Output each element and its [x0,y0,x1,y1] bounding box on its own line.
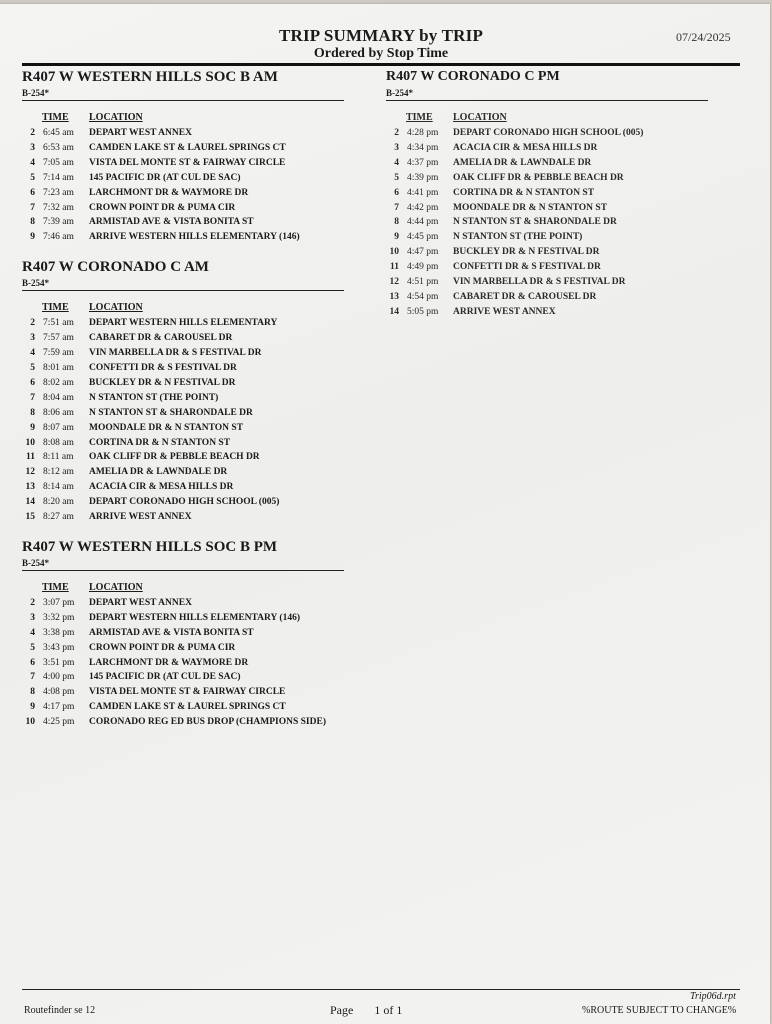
stop-number: 4 [394,157,399,168]
stop-location: N STANTON ST (THE POINT) [89,392,219,403]
stop-number: 13 [25,482,35,493]
trip-divider [22,290,344,291]
stop-location: DEPART WESTERN HILLS ELEMENTARY (146) [89,612,301,623]
trip-title: R407 W WESTERN HILLS SOC B AM [22,69,278,85]
stop-row [386,260,716,275]
stop-time: 8:01 am [43,362,74,373]
stop-time: 3:43 pm [43,642,75,653]
stop-row [22,480,352,495]
stop-row [22,715,352,730]
stop-time-cell [35,215,89,230]
stop-location: ARRIVE WESTERN HILLS ELEMENTARY (146) [89,232,300,243]
stop-location: CONFETTI DR & S FESTIVAL DR [89,362,237,373]
stop-time: 7:05 am [43,157,74,168]
stop-row [386,126,716,141]
stop-number: 4 [30,348,35,359]
stop-number: 8 [394,217,399,228]
stop-time-cell [35,685,89,700]
stop-number: 7 [30,202,35,213]
stop-time-cell [399,275,453,290]
stop-time: 4:37 pm [407,157,439,168]
stop-number: 7 [30,392,35,403]
stop-time-cell [35,331,89,346]
stop-number: 13 [389,291,399,302]
stop-time: 8:20 am [43,497,74,508]
stop-location: MOONDALE DR & N STANTON ST [453,202,608,213]
stop-number: 5 [30,642,35,653]
stop-number: 7 [30,672,35,683]
stop-time-cell [399,245,453,260]
footer-divider [22,989,740,990]
location-column-header: LOCATION [89,112,143,123]
stop-number: 15 [25,512,35,523]
stop-time: 4:17 pm [43,702,75,713]
stop-time-cell [35,391,89,406]
stop-number: 3 [30,333,35,344]
stop-number: 5 [394,172,399,183]
stop-row [22,391,352,406]
stop-location: CABARET DR & CAROUSEL DR [453,291,597,302]
stop-location: CORTINA DR & N STANTON ST [453,187,595,198]
stop-location: CAMDEN LAKE ST & LAUREL SPRINGS CT [89,142,286,153]
stop-number: 11 [26,452,35,463]
stop-time: 7:23 am [43,187,74,198]
stop-time: 8:14 am [43,482,74,493]
trip-divider [22,100,344,101]
stop-number: 11 [390,262,399,273]
trip-section [22,68,352,245]
stop-row [22,670,352,685]
stop-location: VISTA DEL MONTE ST & FAIRWAY CIRCLE [89,157,286,168]
stop-time-cell [399,260,453,275]
stop-location: ARRIVE WEST ANNEX [89,512,192,523]
stop-number: 10 [25,437,35,448]
stop-time-cell [35,510,89,525]
stop-time: 7:14 am [43,172,74,183]
stop-time-cell [35,230,89,245]
stop-time: 4:44 pm [407,217,439,228]
stop-row [386,290,716,305]
stop-time: 8:02 am [43,377,74,388]
stop-time-cell [35,436,89,451]
stop-location: N STANTON ST & SHARONDALE DR [89,407,253,418]
stop-location: DEPART CORONADO HIGH SCHOOL (005) [453,128,644,138]
stop-time-cell [399,186,453,201]
stop-time-cell [399,126,453,141]
stop-time-cell [35,656,89,671]
page-number: 1 of 1 [374,1003,403,1017]
stop-number: 7 [394,202,399,213]
stop-time: 8:06 am [43,407,74,418]
stop-row [386,245,716,260]
stop-time: 3:38 pm [43,627,75,638]
stop-location: CROWN POINT DR & PUMA CIR [89,642,236,653]
stop-location: AMELIA DR & LAWNDALE DR [89,467,228,478]
column-header-row [22,581,352,594]
stop-time: 8:27 am [43,512,74,523]
report-subtitle: Ordered by Stop Time [313,46,449,61]
stop-number: 5 [30,172,35,183]
stop-location: ARMISTAD AVE & VISTA BONITA ST [89,217,254,228]
page-label: Page [330,1003,354,1017]
location-column-header: LOCATION [453,112,507,123]
stop-time-cell [35,421,89,436]
report-file-name: Trip06d.rpt [690,991,736,1002]
trip-title: R407 W CORONADO C AM [22,259,209,276]
stop-location: DEPART CORONADO HIGH SCHOOL (005) [89,497,280,508]
stop-time: 7:57 am [43,333,74,344]
stop-row [22,465,352,480]
right-column [386,68,716,333]
stop-location: CORONADO REG ED BUS DROP (CHAMPIONS SIDE) [89,717,326,728]
report-page [0,4,770,1024]
stop-time: 4:28 pm [407,128,439,138]
location-column-header: LOCATION [89,581,143,593]
stop-row [386,275,716,290]
stop-row [22,700,352,715]
stop-location: BUCKLEY DR & N FESTIVAL DR [89,377,236,388]
stop-time-cell [35,186,89,201]
trip-divider [22,570,344,571]
stop-row [22,641,352,656]
stop-time-cell [399,305,453,320]
stop-number: 8 [30,687,35,698]
stop-time: 4:25 pm [43,717,75,728]
report-date: 07/24/2025 [676,30,731,44]
stop-row [386,215,716,230]
stop-location: DEPART WEST ANNEX [89,597,192,608]
stop-time-cell [35,670,89,685]
stop-time: 4:39 pm [407,172,439,183]
stop-row [22,596,352,611]
stop-time-cell [35,700,89,715]
stop-time: 4:41 pm [407,187,439,198]
stop-time: 6:45 am [43,128,74,138]
stop-number: 6 [30,657,35,668]
stop-row [22,685,352,700]
stop-location: VIN MARBELLA DR & S FESTIVAL DR [89,348,262,359]
stop-row [22,186,352,201]
stop-time-cell [35,626,89,641]
stop-time: 4:51 pm [407,277,439,288]
stop-time: 4:54 pm [407,291,439,302]
stop-row [22,230,352,245]
stop-time-cell [35,611,89,626]
stop-time-cell [35,641,89,656]
trip-section [22,258,352,525]
stop-row [386,201,716,216]
stop-row [22,201,352,216]
stop-location: MOONDALE DR & N STANTON ST [89,422,244,433]
stop-time-cell [35,480,89,495]
stop-row [22,361,352,376]
stop-time: 8:11 am [43,452,74,463]
stop-time: 8:08 am [43,437,74,448]
stop-row [22,436,352,451]
stop-row [22,215,352,230]
column-header-row [22,111,352,124]
stop-time-cell [35,126,89,141]
stop-number: 12 [25,467,35,478]
stop-row [22,611,352,626]
software-name: Routefinder se 12 [24,1005,96,1016]
stop-time: 4:49 pm [407,262,439,273]
stop-time-cell [399,230,453,245]
stop-location: CABARET DR & CAROUSEL DR [89,333,233,344]
stop-location: CORTINA DR & N STANTON ST [89,437,231,448]
stop-row [22,171,352,186]
stop-number: 12 [389,277,399,288]
stop-time-cell [399,215,453,230]
stop-number: 9 [30,422,35,433]
stop-time: 4:45 pm [407,232,439,243]
header-divider [22,63,740,66]
page-indicator [330,1003,402,1018]
trip-code: B-254* [22,557,49,568]
trip-code: B-254* [386,88,413,98]
stop-row [386,171,716,186]
stop-time: 7:51 am [43,318,74,329]
stop-location: VISTA DEL MONTE ST & FAIRWAY CIRCLE [89,687,286,698]
stop-number: 9 [30,232,35,243]
trip-section [386,68,716,320]
trip-divider [386,100,708,101]
stop-row [22,141,352,156]
stop-number: 6 [30,187,35,198]
stop-time-cell [35,141,89,156]
time-column-header: TIME [42,302,69,314]
stop-number: 2 [30,128,35,138]
stop-number: 3 [394,142,399,153]
column-header-row [386,111,716,124]
stop-row [22,495,352,510]
stop-time: 7:39 am [43,217,74,228]
stop-time: 8:12 am [43,467,74,478]
stop-time-cell [399,171,453,186]
stop-row [22,626,352,641]
stop-number: 5 [30,362,35,373]
stop-row [386,305,716,320]
stop-row [22,510,352,525]
stop-time-cell [399,290,453,305]
stop-time: 3:51 pm [43,657,75,668]
stop-time-cell [35,715,89,730]
stop-time: 5:05 pm [407,306,439,317]
stop-location: CROWN POINT DR & PUMA CIR [89,202,236,213]
stop-row [22,126,352,141]
trip-code: B-254* [22,88,49,98]
route-notice: %ROUTE SUBJECT TO CHANGE% [582,1005,737,1016]
stop-number: 3 [30,142,35,153]
stop-time: 4:00 pm [43,672,75,683]
stop-time-cell [35,376,89,391]
time-column-header: TIME [42,112,69,123]
stop-time: 8:04 am [43,392,74,403]
stop-location: AMELIA DR & LAWNDALE DR [453,157,592,168]
stop-location: CONFETTI DR & S FESTIVAL DR [453,262,601,273]
stop-number: 10 [389,247,399,258]
stop-number: 10 [25,717,35,728]
stop-location: LARCHMONT DR & WAYMORE DR [89,187,249,198]
stop-number: 8 [30,217,35,228]
column-header-row [22,301,352,314]
stop-number: 8 [30,407,35,418]
stop-number: 4 [30,627,35,638]
stop-time: 8:07 am [43,422,74,433]
stop-location: ARRIVE WEST ANNEX [453,306,556,317]
location-column-header: LOCATION [89,302,143,314]
stop-row [386,186,716,201]
stop-location: N STANTON ST (THE POINT) [453,232,583,243]
stop-row [22,156,352,171]
stop-number: 2 [30,597,35,608]
stop-time-cell [399,201,453,216]
stop-number: 2 [30,318,35,329]
stop-number: 14 [389,306,399,317]
stop-time-cell [399,141,453,156]
stop-location: LARCHMONT DR & WAYMORE DR [89,657,249,668]
stop-location: VIN MARBELLA DR & S FESTIVAL DR [453,277,626,288]
report-title: TRIP SUMMARY by TRIP [278,26,484,45]
stop-time-cell [35,450,89,465]
stop-row [22,376,352,391]
stop-time: 7:59 am [43,348,74,359]
stop-time-cell [35,201,89,216]
stop-number: 4 [30,157,35,168]
stop-number: 14 [25,497,35,508]
stop-location: OAK CLIFF DR & PEBBLE BEACH DR [453,172,624,183]
stop-number: 6 [30,377,35,388]
stop-location: 145 PACIFIC DR (AT CUL DE SAC) [89,672,241,683]
stop-row [22,331,352,346]
trip-code: B-254* [22,278,49,289]
stop-time: 4:08 pm [43,687,75,698]
stop-time: 4:47 pm [407,247,439,258]
stop-time: 6:53 am [43,142,74,153]
stop-location: ARMISTAD AVE & VISTA BONITA ST [89,627,254,638]
stop-time-cell [35,316,89,331]
stop-time-cell [35,156,89,171]
trip-title: R407 W WESTERN HILLS SOC B PM [22,538,278,555]
stop-time: 7:32 am [43,202,74,213]
time-column-header: TIME [42,581,69,593]
stop-location: ACACIA CIR & MESA HILLS DR [89,482,234,493]
stop-location: DEPART WEST ANNEX [89,128,192,138]
stop-number: 6 [394,187,399,198]
stop-time-cell [35,495,89,510]
stop-time-cell [35,465,89,480]
trip-section [22,538,352,730]
stop-location: OAK CLIFF DR & PEBBLE BEACH DR [89,452,260,463]
stop-time-cell [399,156,453,171]
stop-time-cell [35,361,89,376]
stop-time: 3:07 pm [43,597,75,608]
stop-time-cell [35,346,89,361]
stop-location: ACACIA CIR & MESA HILLS DR [453,142,598,153]
stop-number: 9 [394,232,399,243]
stop-number: 2 [394,128,399,138]
stop-location: CAMDEN LAKE ST & LAUREL SPRINGS CT [89,702,286,713]
stop-row [22,656,352,671]
time-column-header: TIME [406,112,433,123]
stop-time-cell [35,171,89,186]
stop-row [22,346,352,361]
stop-time: 7:46 am [43,232,74,243]
stop-row [386,230,716,245]
stop-time-cell [35,406,89,421]
stop-time: 3:32 pm [43,612,75,623]
stop-row [386,141,716,156]
stop-row [22,450,352,465]
stop-row [22,316,352,331]
stop-location: DEPART WESTERN HILLS ELEMENTARY [89,318,278,329]
left-column [22,68,352,743]
stop-row [22,421,352,436]
stop-time-cell [35,596,89,611]
stop-row [22,406,352,421]
stop-number: 3 [30,612,35,623]
stop-location: 145 PACIFIC DR (AT CUL DE SAC) [89,172,241,183]
stop-location: BUCKLEY DR & N FESTIVAL DR [453,247,600,258]
trip-title: R407 W CORONADO C PM [386,69,560,84]
stop-row [386,156,716,171]
stop-time: 4:34 pm [407,142,439,153]
stop-time: 4:42 pm [407,202,439,213]
stop-number: 9 [30,702,35,713]
stop-location: N STANTON ST & SHARONDALE DR [453,217,617,228]
